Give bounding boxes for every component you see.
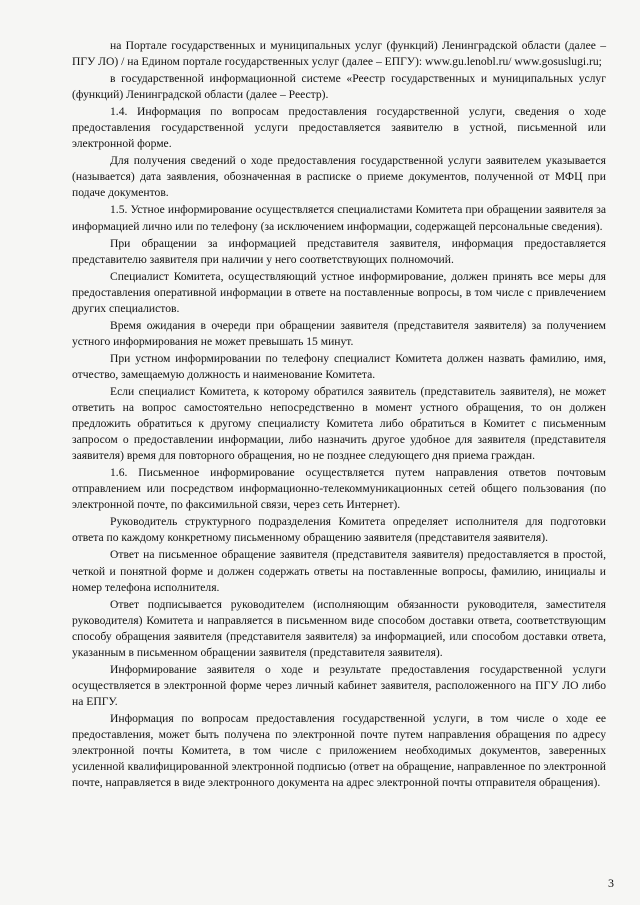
page-number: 3 bbox=[608, 876, 614, 890]
paragraph: Ответ на письменное обращение заявителя (представителя заявителя) предоставляется в простой, четкой и понятной форме и должен содержать ответы на поставленные вопросы, фамилию, инициалы и номер телефона исполнителя. bbox=[72, 548, 606, 594]
paragraph: на Порталe государственных и муниципальных услуг (функций) Ленинградской области (далее – ПГУ ЛО) / на Едином портале государственных услуг (далее – ЕПГУ): www.gu.lenobl.ru/ www.gosuslugi.ru; bbox=[72, 39, 606, 69]
paragraph: Ответ подписывается руководителем (исполняющим обязанности руководителя, заместителя руководителя) Комитета и направляется в письменном виде способом доставки ответа, соответствующим способу обращения заявителя (представителя заявителя) за информацией, или способом доставки ответа, указанным в письменном обращении заявителя (представителя заявителя). bbox=[72, 597, 606, 659]
paragraph: 1.6. Письменное информирование осуществляется путем направления ответов почтовым отправлением или посредством информационно-телекоммуникационных сетей общего пользования (по электронной почте, по факсимильной связи, через сеть Интернет). bbox=[72, 466, 606, 512]
paragraph: Специалист Комитета, осуществляющий устное информирование, должен принять все меры для предоставления оперативной информации в ответе на поставленные вопросы, в том числе с привлечением других специалистов. bbox=[72, 269, 606, 315]
paragraph: Время ожидания в очереди при обращении заявителя (представителя заявителя) за получением устного информирования не может превышать 15 минут. bbox=[72, 318, 606, 348]
paragraph: 1.4. Информация по вопросам предоставления государственной услуги, сведения о ходе предоставления государственной услуги предоставляется заявителю в устной, письменной или электронной форме. bbox=[72, 105, 606, 151]
paragraph: Информация по вопросам предоставления государственной услуги, в том числе о ходе ее предоставления, может быть получена по электронной почте путем направления обращения по адресу электронной почты Комитета, в том числе с приложением необходимых документов, заверенных усиленной квалифицированной электронной подписью (ответ на обращение, направленное по электронной почте, направляется в виде электронного документа на адрес электронной почты отправителя обращения). bbox=[72, 711, 606, 790]
paragraph: Информирование заявителя о ходе и результате предоставления государственной услуги осуществляется в электронной форме через личный кабинет заявителя, расположенного на ПГУ ЛО либо на ЕПГУ. bbox=[72, 662, 606, 708]
paragraph: При устном информировании по телефону специалист Комитета должен назвать фамилию, имя, отчество, замещаемую должность и наименование Комитета. bbox=[72, 351, 606, 381]
paragraph: Руководитель структурного подразделения Комитета определяет исполнителя для подготовки ответа по каждому конкретному письменному обращению заявителя (представителя заявителя). bbox=[72, 515, 606, 545]
paragraph: При обращении за информацией представителя заявителя, информация предоставляется представителю заявителя при наличии у него соответствующих полномочий. bbox=[72, 236, 606, 266]
document-body bbox=[72, 38, 606, 791]
paragraph: в государственной информационной системе «Реестр государственных и муниципальных услуг (функций) Ленинградской области (далее – Реестр). bbox=[72, 72, 606, 102]
paragraph: 1.5. Устное информирование осуществляется специалистами Комитета при обращении заявителя за информацией лично или по телефону (за исключением информации, содержащей персональные сведения). bbox=[72, 203, 606, 233]
paragraph: Для получения сведений о ходе предоставления государственной услуги заявителем указывается (называется) дата заявления, обозначенная в расписке о приеме документов, полученной от МФЦ при подаче документов. bbox=[72, 154, 606, 200]
paragraph: Если специалист Комитета, к которому обратился заявитель (представитель заявителя), не может ответить на вопрос самостоятельно непосредственно в момент устного обращения, то он должен предложить обратиться к другому специалисту Комитета либо обратиться в Комитет с письменным запросом о предоставлении информации, либо назначить другое удобное для заявителя (представителя заявителя) время для повторного обращения, но не позднее следующего дня приема граждан. bbox=[72, 384, 606, 463]
